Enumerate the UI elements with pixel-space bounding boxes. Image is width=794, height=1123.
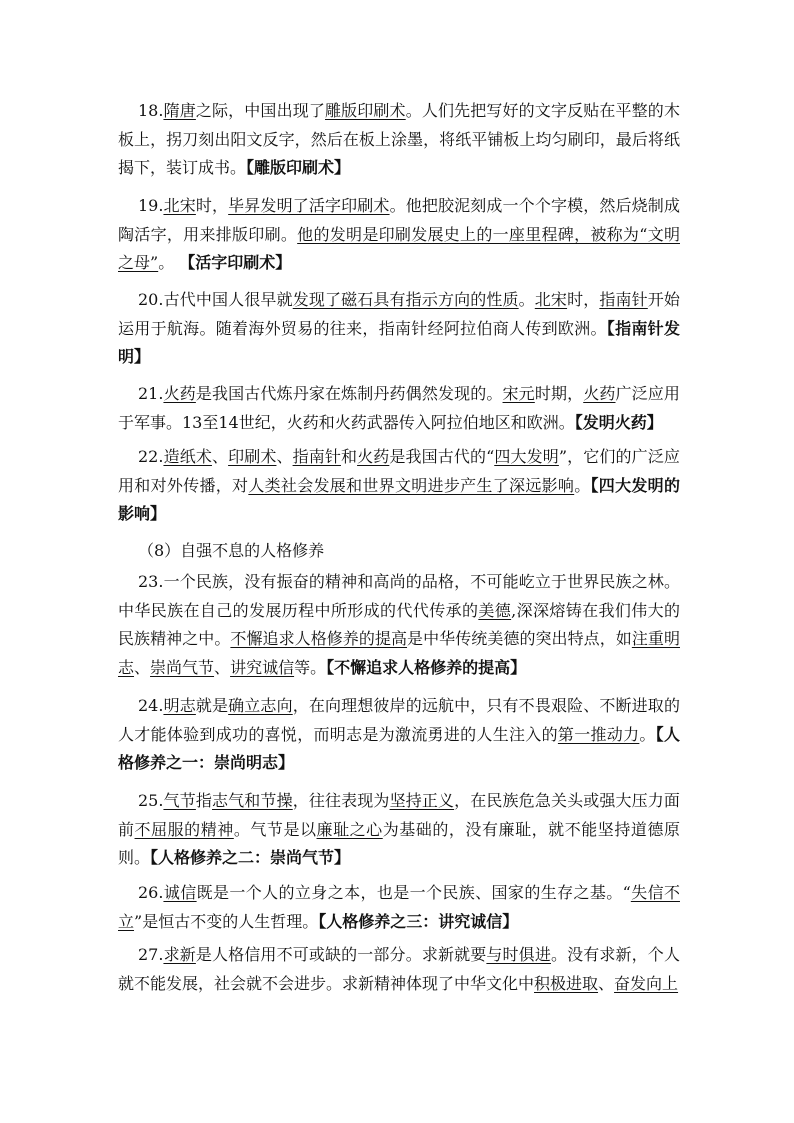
bold-tag: 【发明火药】 [574,412,663,432]
underlined-term: 北宋 [163,196,196,215]
text: 广泛应用于军事。13至14世纪，火药和火药武器传入阿拉伯地区和欧洲。 [118,384,680,432]
text: 。人们先把写好的文字反贴在平整的木板上，拐刀刻出阳文反字，然后在板上涂墨，将纸平铺板上均匀刷印，最后将纸揭下，装订成书。 [118,101,680,177]
underlined-term: 四大发明 [494,447,559,466]
underlined-term: 诚信 [163,883,197,902]
text: 时， [567,290,600,309]
text: 。 [158,253,180,272]
text: 之际，中国出现了 [195,101,325,120]
paragraph-18 [118,97,680,183]
underlined-term: 注重明志 [118,629,680,677]
text: 。 [518,290,535,309]
paragraph-19 [118,192,680,278]
underlined-term: 指南针 [599,290,648,309]
text: 等。 [294,657,327,677]
text: ”，它们的广泛应用和对外传播，对 [118,447,680,495]
underlined-term: 造纸术 [163,447,212,466]
paragraph-27 [118,941,680,998]
underlined-term: 指南针 [292,447,341,466]
text: 。 [574,475,591,495]
bold-tag: 【指南针发明】 [118,318,680,366]
item-number: 21. [138,384,164,403]
paragraph-24 [118,692,680,778]
item-number: 24. [138,696,164,715]
underlined-term: 积极进取 [534,973,599,993]
bold-tag: 【雕版印刷术】 [246,158,351,177]
bold-tag: 【人格修养之三：讲究诚信】 [318,911,519,931]
item-number: 19. [138,196,164,215]
text: 既是一个人的立身之本，也是一个民族、国家的生存之基。“ [196,883,631,902]
text: 时， [195,196,229,215]
underlined-term: 失信不立 [118,883,680,931]
underlined-term: 不懈追求人格修养的提高 [230,629,408,648]
underlined-term: 火药 [163,384,196,403]
text: 时期， [534,384,584,403]
bold-tag: 【人格修养之一：崇尚明志】 [118,724,680,772]
text: 是中华传统美德的突出特点，如 [407,629,632,648]
underlined-term: 美德 [478,600,512,620]
text: 古代中国人很早就 [163,290,293,309]
text: 。他把胶泥刻成一个个字模，然后烧制成陶活字，用来排版印刷。 [118,196,680,244]
section-heading: （8）自强不息的人格修养 [138,541,325,560]
underlined-term: 宋元 [502,384,535,403]
text: 。 [639,724,656,744]
underlined-term: 印刷术 [228,447,277,466]
bold-tag: 【不懈追求人格修养的提高】 [326,657,527,677]
item-number: 18. [138,101,164,120]
bold-tag: 【活字印刷术】 [179,253,292,272]
underlined-term: 廉耻之心 [316,819,383,839]
paragraph-25 [118,787,680,873]
text: 指 [195,791,213,810]
underlined-term: 雕版印刷术 [325,101,406,120]
underlined-term: 人类社会发展和世界文明进步产生了深远影响 [248,475,575,495]
text: 。气节是以 [233,819,317,839]
underlined-term: 北宋 [534,290,568,309]
underlined-term: 求新 [163,945,196,964]
paragraph-20 [118,286,680,372]
text: 、 [211,447,229,466]
paragraph-26 [118,879,680,936]
underlined-term: 与时俱进 [486,945,551,964]
text: ,深深熔铸在我们伟大的民族精神之中。 [118,600,680,648]
bold-tag: 【四大发明的影响】 [118,475,680,523]
underlined-term: 奋发向上 [614,973,679,993]
text: ，在向理想彼岸的远航中，只有不畏艰险、不断进取的人才能体验到成功的喜悦，而明志是为激流勇进的人生注入的 [118,696,680,744]
underlined-term: 毕昇发明了活字印刷术 [228,196,390,215]
text: 和 [340,447,358,466]
underlined-term: 他的发明是印刷发展史上的一座里程碑，被称为“文明之母” [118,224,680,272]
text: 为基础的，没有廉耻，就不能坚持道德原则。 [118,819,680,867]
underlined-term: 隋唐 [163,101,196,120]
item-number: 27. [138,945,164,964]
item-number: 25. [138,791,164,810]
paragraph-21 [118,380,680,437]
text: 就是 [195,696,229,715]
item-number: 20. [138,290,164,309]
underlined-term: 第一推动力 [557,724,640,744]
underlined-term: 火药 [583,384,616,403]
underlined-term: 志气和节操 [212,791,293,810]
underlined-term: 崇尚气节 [150,657,215,677]
text: 是我国古代炼丹家在炼制丹药偶然发现的。 [195,384,503,403]
item-number: 22. [138,447,164,466]
text: 一个民族，没有振奋的精神和高尚的品格，不可能屹立于世界民族之林。中华民族在自己的发展历程中所形成的代代传承的 [118,572,680,620]
underlined-term: 气节 [163,791,196,810]
text: ”是恒古不变的人生哲理。 [134,911,319,931]
text: 、 [598,973,615,993]
underlined-term: 确立志向 [228,696,293,715]
paragraph-23 [118,568,680,682]
text: 。没有求新，个人就不能发展，社会就不会进步。求新精神体现了中华文化中 [118,945,680,993]
item-number: 26. [138,883,164,902]
text: 是人格信用不可或缺的一部分。求新就要 [195,945,487,964]
underlined-term: 坚持正义 [389,791,455,810]
text: 、 [134,657,151,677]
bold-tag: 【人格修养之二：崇尚气节】 [150,848,351,867]
underlined-term: 讲究诚信 [230,657,295,677]
text: 开始运用于航海。随着海外贸易的往来，指南针经阿拉伯商人传到欧洲。 [118,290,680,338]
text: 、 [214,657,231,677]
underlined-term: 发现了磁石具有指示方向的性质 [292,290,519,309]
paragraph-22 [118,443,680,529]
text: ，往往表现为 [292,791,390,810]
underlined-term: 不屈服的精神 [134,819,234,839]
text: 是我国古代的“ [389,447,495,466]
text: ，在民族危急关头或强大压力面前 [118,791,680,839]
underlined-term: 明志 [163,696,196,715]
underlined-term: 火药 [357,447,390,466]
text: 、 [276,447,293,466]
item-number: 23. [138,572,164,591]
